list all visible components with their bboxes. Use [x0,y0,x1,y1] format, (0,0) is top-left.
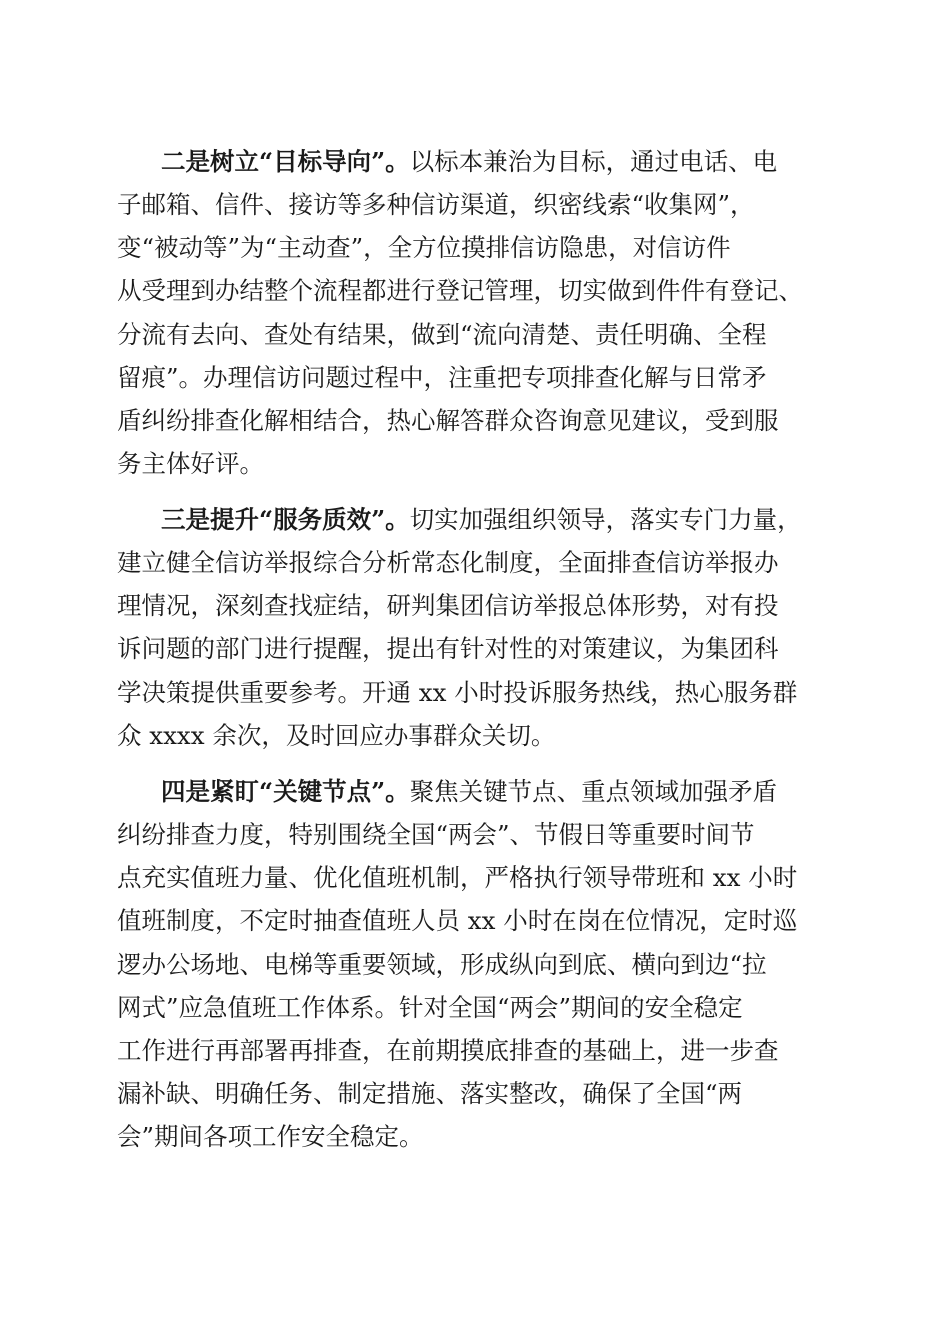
paragraph-1-line-4: 从受理到办结整个流程都进行登记管理，切实做到件件有登记、 [117,276,803,305]
paragraph-3-line-9: 会”期间各项工作安全稳定。 [117,1122,424,1151]
paragraph-2-line-2: 建立健全信访举报综合分析常态化制度，全面排查信访举报办 [117,548,779,577]
paragraph-3-line-3: 点充实值班力量、优化值班机制，严格执行领导带班和 xx 小时 [117,863,798,892]
paragraph-2-line-5: 学决策提供重要参考。开通 xx 小时投诉服务热线，热心服务群 [117,678,798,707]
paragraph-3-text: 聚焦关键节点、重点领域加强矛盾 [409,777,778,806]
paragraph-1-line-6: 留痕”。办理信访问题过程中，注重把专项排查化解与日常矛 [117,363,767,392]
paragraph-1-line-1 [161,146,777,178]
paragraph-2-line-1 [161,504,802,536]
paragraph-1-line-3: 变“被动等”为“主动查”，全方位摸排信访隐患，对信访件 [117,233,731,262]
paragraph-1-line-7: 盾纠纷排查化解相结合，热心解答群众咨询意见建议，受到服 [117,406,779,435]
paragraph-3-line-1 [161,776,777,808]
paragraph-1-line-5: 分流有去向、查处有结果，做到“流向清楚、责任明确、全程 [117,320,767,349]
paragraph-3-line-2: 纠纷排查力度，特别围绕全国“两会”、节假日等重要时间节 [117,820,755,849]
paragraph-3-lead: 四是紧盯“关键节点”。 [161,777,410,806]
paragraph-2-text: 切实加强组织领导，落实专门力量， [409,505,802,534]
paragraph-2-lead: 三是提升“服务质效”。 [161,505,410,534]
paragraph-1-lead: 二是树立“目标导向”。 [161,147,410,176]
paragraph-3-line-4: 值班制度，不定时抽查值班人员 xx 小时在岗在位情况，定时巡 [117,906,798,935]
paragraph-3-line-8: 漏补缺、明确任务、制定措施、落实整改，确保了全国“两 [117,1079,743,1108]
paragraph-1-line-2: 子邮箱、信件、接访等多种信访渠道，织密线索“收集网”， [117,190,755,219]
paragraph-2-line-4: 诉问题的部门进行提醒，提出有针对性的对策建议，为集团科 [117,634,779,663]
paragraph-2-line-6: 众 xxxx 余次，及时回应办事群众关切。 [117,721,556,750]
paragraph-3-line-5: 逻办公场地、电梯等重要领域，形成纵向到底、横向到边“拉 [117,950,767,979]
paragraph-2-line-3: 理情况，深刻查找症结，研判集团信访举报总体形势，对有投 [117,591,779,620]
paragraph-1-line-8: 务主体好评。 [117,449,264,478]
paragraph-3-line-6: 网式”应急值班工作体系。针对全国“两会”期间的安全稳定 [117,993,743,1022]
paragraph-1-text: 以标本兼治为目标，通过电话、电 [409,147,778,176]
paragraph-3-line-7: 工作进行再部署再排查，在前期摸底排查的基础上，进一步查 [117,1036,779,1065]
